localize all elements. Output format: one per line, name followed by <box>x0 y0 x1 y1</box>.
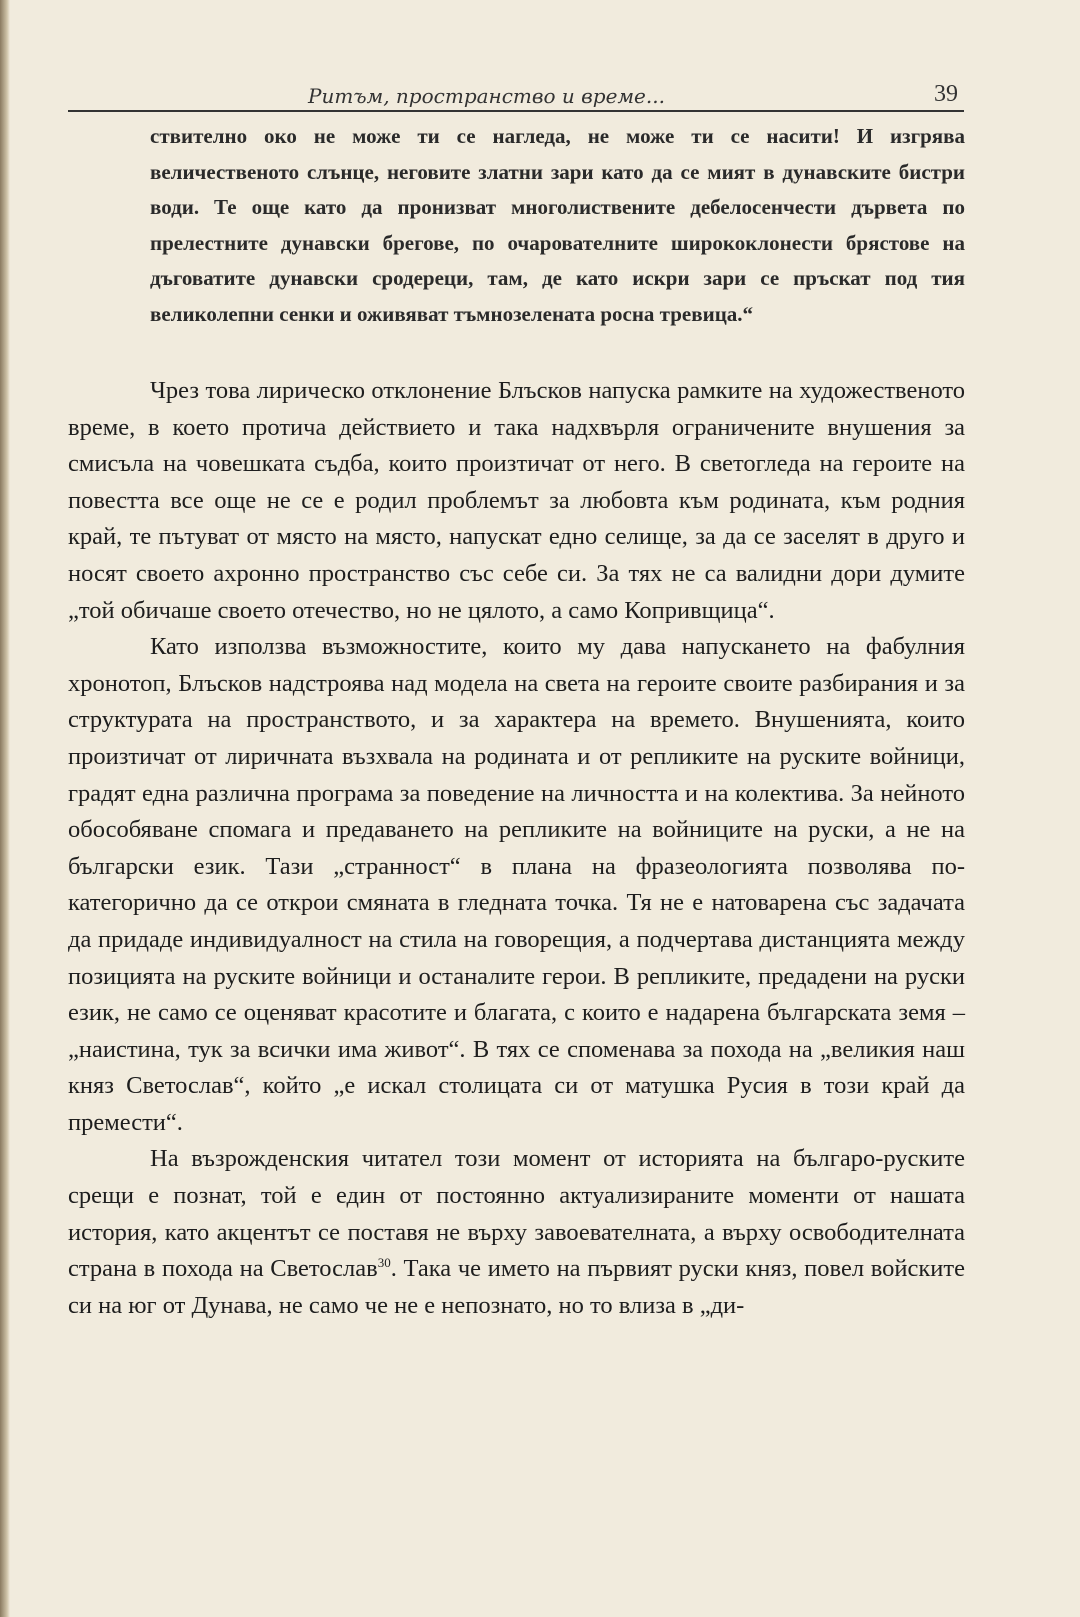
paragraph-1: Чрез това лирическо отклонение Блъсков напуска рамките на художественото време, в което протича действието и така надхвърля ограничените внушения за смисъла на човешката съдба, които произтичат от него. В светогледа на героите на повестта все още не се е родил проблемът за любовта към родината, към родния край, те пътуват от място на място, напускат едно селище, за да се заселят в друго и носят своето ахронно пространство със себе си. За тях не са валидни дори думите „той обичаше своето отечество, но не цялото, а само Копривщица“. <box>68 377 965 624</box>
page-binding-edge <box>0 0 10 1617</box>
footnote-reference: 30 <box>377 1255 391 1271</box>
body-text <box>68 373 965 1324</box>
paragraph-3 <box>68 1141 965 1324</box>
page-number: 39 <box>934 81 958 107</box>
paragraph-3-text-after: . Така че името на първият руски княз, повел войските си на юг от Дунава, не само че не е непознато, но то влиза в „ди- <box>68 1255 965 1319</box>
block-quote: ствително око не може ти се нагледа, не може ти се насити! И изгрява величественото слънце, неговите златни зари като да се мият в дунавските бистри води. Те още като да пронизват многолиствените дебелосенчести дървета по прелестните дунавски брегове, по очарователните ширококлонести брястове на дъговатите дунавски сродереци, там, де като искри зари се пръскат под тия великолепни сенки и оживяват тъмнозелената росна тревица.“ <box>150 124 965 326</box>
paragraph-3-text-before: На възрожденския читател този момент от историята на българо-руските срещи е познат, той е един от постоянно актуализираните моменти от нашата история, като акцентът се поставя не върху завоевателната, а върху освободителната страна в похода на Светослав <box>68 1145 965 1283</box>
running-title: Ритъм, пространство и време... <box>308 84 665 108</box>
running-header <box>68 80 964 112</box>
paragraph-2: Като използва възможностите, които му дава напускането на фабулния хронотоп, Блъсков надстроява над модела на света на героите своите разбирания и за структурата на пространството, и за характера на времето. Внушенията, които произтичат от лиричната възхвала на родината и от репликите на руските войници, градят една различна програма за поведение на личността и на колектива. За нейното обособяване спомага и предаването на репликите на войниците на руски, а не на български език. Тази „странност“ в плана на фразеологията позволява по-категорично да се открои смяната в гледната точка. Тя не е натоварена със задачата да придаде индивидуалност на стила на говорещия, а подчертава дистанцията между позицията на руските войници и останалите герои. В репликите, предадени на руски език, не само се оценяват красотите и благата, с които е надарена българската земя – „наистина, тук за всички има живот“. В тях се споменава за похода на „великия наш княз Светослав“, който „е искал столицата си от матушка Русия в този край да премести“. <box>68 633 965 1136</box>
